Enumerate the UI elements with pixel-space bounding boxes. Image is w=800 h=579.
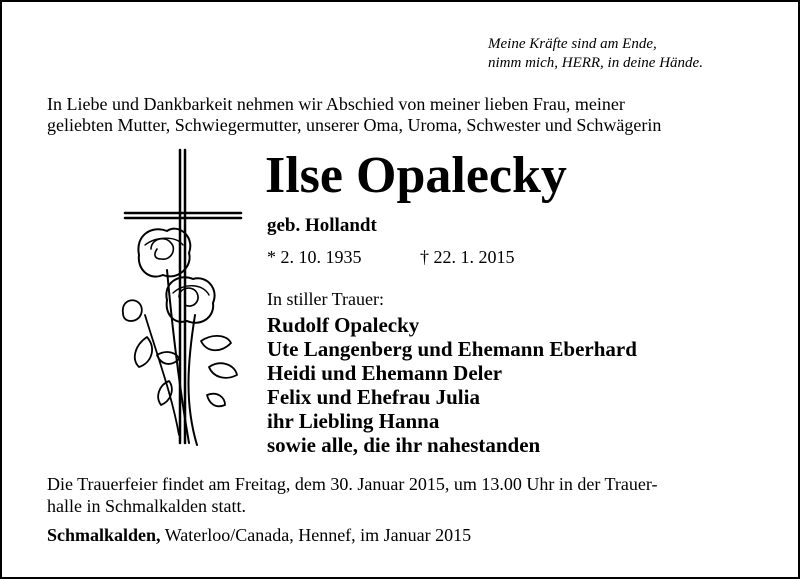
bible-quote <box>488 35 778 73</box>
place-and-date <box>47 525 471 546</box>
mourning-heading: In stiller Trauer: <box>267 289 384 309</box>
maiden-name: geb. Hollandt <box>267 215 377 236</box>
deceased-name: Ilse Opalecky <box>265 147 567 204</box>
funeral-line: halle in Schmalkalden statt. <box>47 496 246 516</box>
place-rest: Waterloo/Canada, Hennef, im Januar 2015 <box>160 525 472 545</box>
death-date: † 22. 1. 2015 <box>420 247 515 267</box>
mourners-list <box>267 313 637 457</box>
mourner-item: Rudolf Opalecky <box>267 313 420 337</box>
intro-line: In Liebe und Dankbarkeit nehmen wir Abschied von meiner lieben Frau, meiner <box>47 94 625 114</box>
funeral-line: Die Trauerfeier findet am Freitag, dem 30. Januar 2015, um 13.00 Uhr in der Trauer- <box>47 474 658 494</box>
place-name: Schmalkalden, <box>47 525 161 545</box>
quote-line: nimm mich, HERR, in deine Hände. <box>488 55 703 71</box>
birth-date: * 2. 10. 1935 <box>267 247 362 267</box>
cross-with-roses-icon <box>117 145 247 455</box>
funeral-info <box>47 473 757 517</box>
mourner-item: Felix und Ehefrau Julia <box>267 385 480 409</box>
mourner-item: sowie alle, die ihr nahestanden <box>267 433 541 457</box>
intro-text <box>47 94 757 136</box>
intro-line: geliebten Mutter, Schwiegermutter, unserer Oma, Uroma, Schwester und Schwägerin <box>47 115 662 135</box>
mourner-item: Ute Langenberg und Ehemann Eberhard <box>267 337 637 361</box>
mourner-item: Heidi und Ehemann Deler <box>267 361 503 385</box>
quote-line: Meine Kräfte sind am Ende, <box>488 36 657 52</box>
mourner-item: ihr Liebling Hanna <box>267 409 440 433</box>
